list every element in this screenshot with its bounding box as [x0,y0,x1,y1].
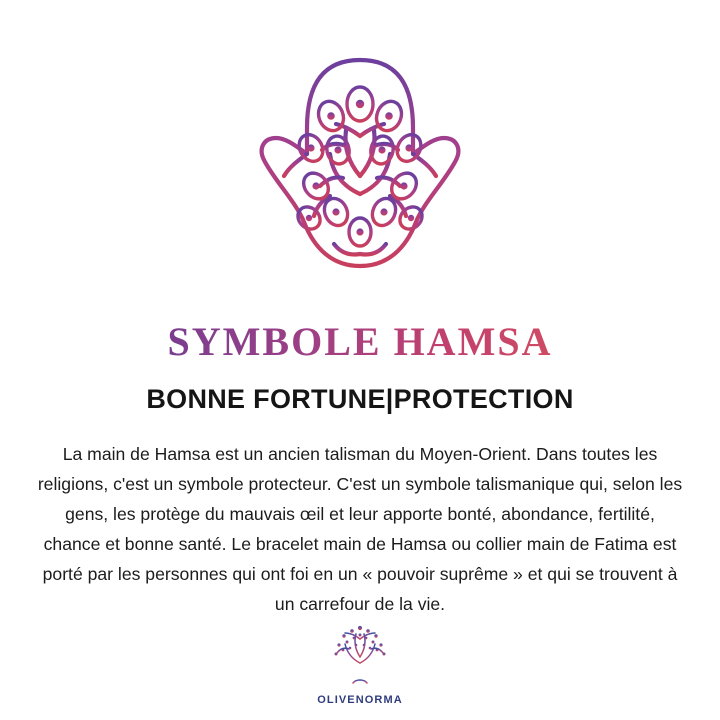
page-subtitle: BONNE FORTUNE|PROTECTION [146,384,574,414]
footer-logo [0,619,720,706]
hamsa-illustration [210,26,510,288]
tree-of-life-icon [323,619,397,691]
description-paragraph: La main de Hamsa est un ancien talisman du Moyen-Orient. Dans toutes les religions, c'est un symbole protecteur. C'est un symbole talismanique qui, selon les gens, les protège du mauvais œil et leur apporte bonté, abondance, fertilité, chance et bonne santé. Le bracelet main de Hamsa ou collier main de Fatima est porté par les personnes qui ont foi en un « pouvoir suprême » et qui se trouvent à un carrefour de la vie. [37,444,683,614]
page-title: SYMBOLE HAMSA [167,319,553,364]
brand-name: OLIVENORMA [317,694,403,706]
